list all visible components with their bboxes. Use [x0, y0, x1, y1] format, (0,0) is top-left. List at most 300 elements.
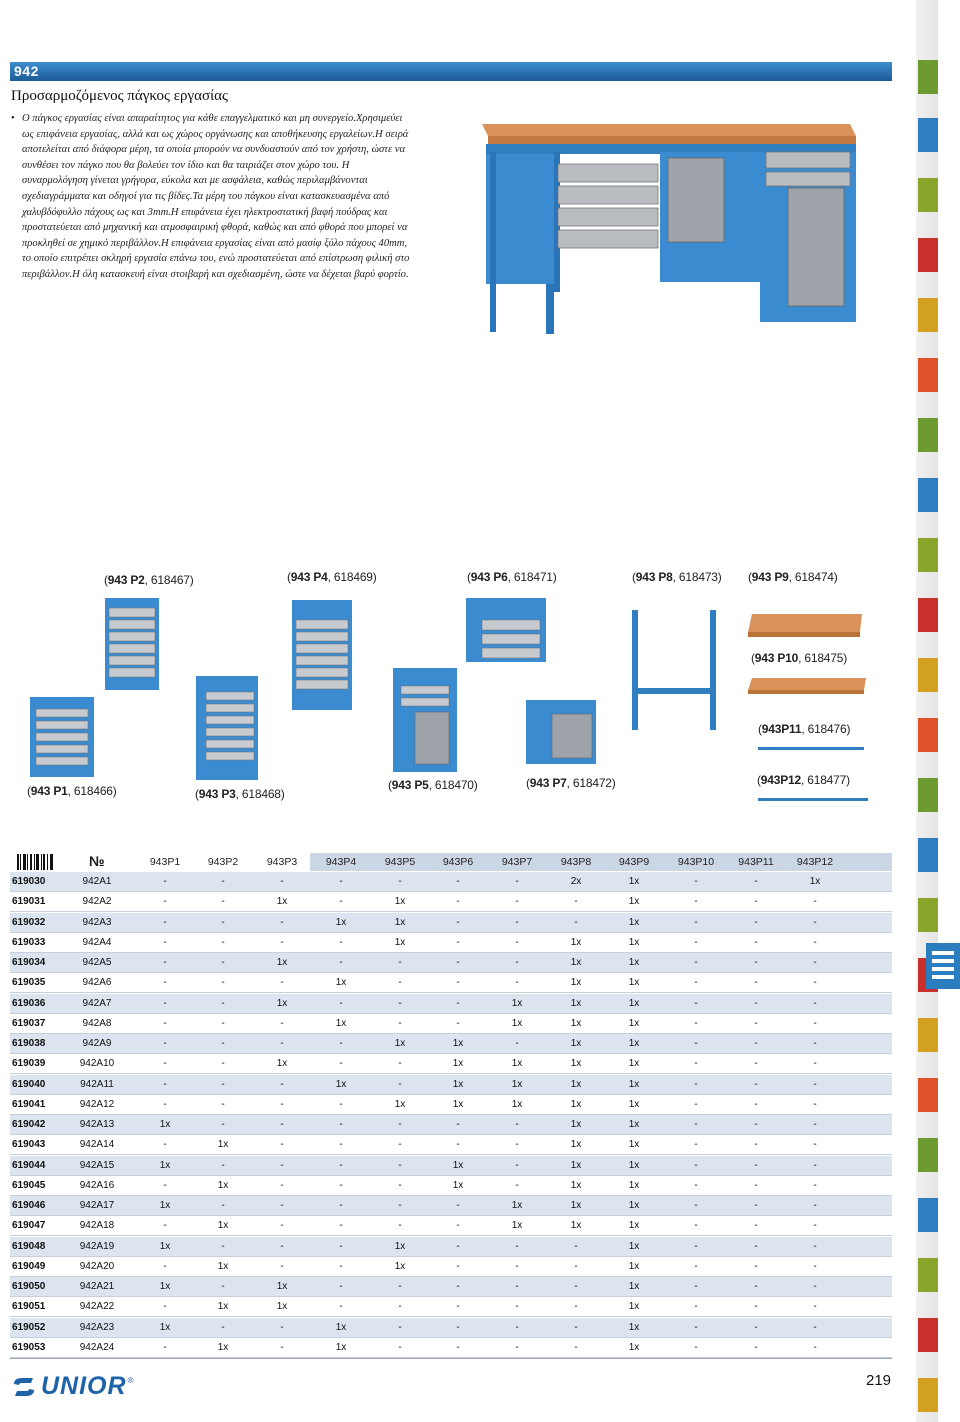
row-cell: -	[754, 1301, 758, 1313]
edge-color-tab[interactable]	[918, 60, 938, 94]
row-cell: -	[339, 1159, 343, 1171]
row-cell: 1x	[217, 1139, 229, 1151]
row-code: 619041	[12, 1098, 46, 1110]
row-cell: 1x	[217, 1341, 229, 1353]
row-cell: 1x	[159, 1281, 171, 1292]
row-cell: -	[813, 1098, 817, 1110]
row-cell: -	[694, 1260, 698, 1272]
row-cell: -	[456, 997, 460, 1009]
row-cell: -	[813, 1341, 817, 1353]
row-cell: -	[280, 1220, 284, 1232]
row-cell: 1x	[628, 1301, 640, 1313]
row-cell: -	[574, 916, 578, 928]
row-cell: 1x	[809, 876, 821, 887]
row-cell: 1x	[628, 1098, 640, 1110]
row-cell: -	[515, 1301, 519, 1313]
row-cell: 1x	[570, 1058, 582, 1070]
edge-color-tab[interactable]	[918, 1378, 938, 1412]
row-cell: 1x	[628, 1017, 640, 1029]
row-cell: 1x	[217, 1220, 229, 1232]
row-cell: -	[398, 977, 402, 989]
edge-color-tab[interactable]	[918, 598, 938, 632]
row-code: 619031	[12, 896, 46, 908]
row-cell: -	[694, 1119, 698, 1130]
row-cell: 1x	[452, 1179, 464, 1191]
edge-color-tab[interactable]	[918, 478, 938, 512]
row-cell: 1x	[511, 1220, 523, 1232]
table-row	[10, 1014, 892, 1034]
product-label: (943 P6, 618471)	[467, 570, 557, 584]
worktop-p10-image	[746, 676, 870, 698]
row-cell: -	[813, 1058, 817, 1070]
table-row	[10, 1176, 892, 1196]
row-cell: 1x	[570, 1078, 582, 1090]
row-cell: 1x	[628, 936, 640, 948]
row-cell: -	[163, 936, 167, 948]
row-cell: -	[280, 977, 284, 989]
row-cell: -	[694, 1341, 698, 1353]
unior-logo-icon	[11, 1376, 37, 1398]
table-row	[10, 1075, 892, 1095]
edge-color-tab[interactable]	[918, 898, 938, 932]
row-cell: -	[813, 997, 817, 1009]
row-cell: -	[163, 1260, 167, 1272]
row-code: 619038	[12, 1038, 46, 1049]
product-label: (943P12, 618477)	[757, 773, 850, 787]
row-cell: -	[398, 1058, 402, 1070]
row-code: 619048	[12, 1240, 46, 1252]
table-row	[10, 892, 892, 912]
row-cell: -	[754, 1078, 758, 1090]
product-label: (943 P7, 618472)	[526, 776, 616, 790]
row-cell: -	[221, 1058, 225, 1070]
row-code: 619050	[12, 1281, 46, 1292]
row-cell: -	[398, 957, 402, 968]
row-cell: 1x	[570, 1179, 582, 1191]
row-cell: 1x	[628, 1078, 640, 1090]
row-cell: -	[339, 1260, 343, 1272]
row-cell: -	[456, 1200, 460, 1211]
number-column-header: №	[89, 853, 105, 869]
product-number: 618472	[572, 776, 612, 790]
row-code: 619051	[12, 1301, 46, 1313]
column-header-943p8: 943P8	[560, 856, 592, 868]
row-code: 619042	[12, 1119, 46, 1130]
row-cell: -	[754, 1058, 758, 1070]
edge-color-tab[interactable]	[918, 658, 938, 692]
edge-color-tab[interactable]	[918, 778, 938, 812]
row-cell: -	[280, 1179, 284, 1191]
edge-color-tab[interactable]	[918, 118, 938, 152]
product-number: 618477	[807, 773, 847, 787]
unior-logo	[11, 1372, 133, 1401]
row-cell: -	[754, 916, 758, 928]
row-cell: -	[515, 1179, 519, 1191]
product-label: (943 P5, 618470)	[388, 778, 478, 792]
row-cell: 1x	[628, 1240, 640, 1252]
edge-color-tab[interactable]	[918, 718, 938, 752]
row-name: 942A24	[79, 1341, 115, 1353]
row-name: 942A23	[79, 1321, 115, 1333]
row-cell: 1x	[628, 1038, 640, 1049]
row-cell: -	[456, 1017, 460, 1029]
row-code: 619039	[12, 1058, 46, 1070]
row-code: 619036	[12, 997, 46, 1009]
row-cell: -	[694, 1139, 698, 1151]
row-cell: -	[163, 1220, 167, 1232]
row-cell: -	[694, 997, 698, 1009]
column-header-943p10: 943P10	[677, 856, 715, 868]
row-cell: -	[280, 1119, 284, 1130]
row-cell: -	[280, 1078, 284, 1090]
product-number: 618476	[807, 722, 847, 736]
row-cell: -	[456, 896, 460, 908]
row-cell: -	[163, 1058, 167, 1070]
row-cell: 1x	[159, 1159, 171, 1171]
row-cell: -	[813, 1281, 817, 1292]
table-row	[10, 994, 892, 1014]
row-cell: -	[339, 1038, 343, 1049]
row-cell: -	[754, 1321, 758, 1333]
row-cell: 1x	[628, 1281, 640, 1292]
row-cell: 1x	[394, 896, 406, 908]
product-code: 943 P6	[470, 570, 508, 584]
row-code: 619037	[12, 1017, 46, 1029]
edge-color-tab[interactable]	[918, 418, 938, 452]
workbench-image	[478, 116, 858, 338]
row-cell: 2x	[570, 876, 582, 887]
row-cell: 1x	[452, 1098, 464, 1110]
row-cell: -	[515, 916, 519, 928]
row-cell: -	[280, 1260, 284, 1272]
row-cell: -	[339, 936, 343, 948]
column-header-943p5: 943P5	[384, 856, 416, 868]
row-cell: -	[754, 1038, 758, 1049]
row-cell: -	[398, 1078, 402, 1090]
row-cell: -	[694, 936, 698, 948]
row-cell: 1x	[570, 1119, 582, 1130]
row-cell: -	[754, 977, 758, 989]
row-cell: -	[398, 997, 402, 1009]
row-cell: 1x	[570, 1017, 582, 1029]
edge-color-tab[interactable]	[918, 1078, 938, 1112]
product-label: (943 P3, 618468)	[195, 787, 285, 801]
row-cell: 1x	[570, 936, 582, 948]
row-cell: 1x	[217, 1260, 229, 1272]
table-row	[10, 1196, 892, 1216]
row-cell: -	[280, 876, 284, 887]
row-cell: 1x	[276, 997, 288, 1009]
row-code: 619047	[12, 1220, 46, 1232]
product-code: 943 P9	[751, 570, 789, 584]
row-cell: -	[574, 1321, 578, 1333]
row-cell: 1x	[511, 1058, 523, 1070]
row-cell: -	[456, 916, 460, 928]
row-cell: -	[813, 1139, 817, 1151]
row-name: 942A18	[79, 1220, 115, 1232]
product-label: (943 P4, 618469)	[287, 570, 377, 584]
row-cell: -	[574, 896, 578, 908]
product-label: (943 P9, 618474)	[748, 570, 838, 584]
product-code: 943 P2	[107, 573, 145, 587]
row-cell: -	[280, 1159, 284, 1171]
row-cell: -	[515, 977, 519, 989]
row-cell: 1x	[628, 1200, 640, 1211]
row-cell: -	[754, 1341, 758, 1353]
product-label: (943 P8, 618473)	[632, 570, 722, 584]
row-cell: -	[694, 1159, 698, 1171]
row-cell: -	[813, 916, 817, 928]
row-cell: -	[754, 936, 758, 948]
row-name: 942A16	[79, 1179, 115, 1191]
row-cell: -	[574, 1341, 578, 1353]
row-cell: -	[694, 896, 698, 908]
cabinet-p6-image	[466, 598, 546, 662]
row-cell: -	[339, 1281, 343, 1292]
edge-color-tab[interactable]	[918, 1138, 938, 1172]
row-cell: 1x	[570, 1139, 582, 1151]
row-cell: -	[694, 977, 698, 989]
row-cell: -	[515, 1281, 519, 1292]
row-cell: -	[339, 1301, 343, 1313]
row-code: 619049	[12, 1260, 46, 1272]
row-name: 942A15	[79, 1159, 115, 1171]
edge-color-tab[interactable]	[918, 1198, 938, 1232]
row-cell: -	[813, 1301, 817, 1313]
edge-color-tab[interactable]	[918, 358, 938, 392]
row-cell: -	[456, 1321, 460, 1333]
row-cell: -	[456, 1240, 460, 1252]
row-cell: 1x	[570, 957, 582, 968]
row-cell: -	[515, 1139, 519, 1151]
row-cell: -	[280, 1098, 284, 1110]
row-cell: 1x	[335, 977, 347, 989]
row-code: 619030	[12, 876, 46, 887]
column-header-943p3: 943P3	[266, 856, 298, 868]
row-cell: 1x	[394, 1260, 406, 1272]
row-code: 619033	[12, 936, 46, 948]
row-code: 619053	[12, 1341, 46, 1353]
row-cell: 1x	[335, 1078, 347, 1090]
row-cell: -	[754, 1017, 758, 1029]
row-cell: -	[813, 1078, 817, 1090]
row-cell: -	[398, 1139, 402, 1151]
row-code: 619034	[12, 957, 46, 968]
row-cell: -	[754, 896, 758, 908]
edge-color-tab[interactable]	[918, 1018, 938, 1052]
row-cell: -	[754, 1260, 758, 1272]
row-cell: -	[339, 1240, 343, 1252]
row-cell: -	[456, 1341, 460, 1353]
row-cell: 1x	[570, 1159, 582, 1171]
row-cell: 1x	[394, 936, 406, 948]
row-cell: 1x	[335, 1017, 347, 1029]
row-cell: 1x	[511, 997, 523, 1009]
row-cell: -	[813, 957, 817, 968]
row-cell: -	[754, 1159, 758, 1171]
product-number: 618475	[804, 651, 844, 665]
table-row	[10, 1297, 892, 1317]
row-cell: -	[339, 1119, 343, 1130]
row-cell: -	[339, 997, 343, 1009]
row-cell: -	[574, 1240, 578, 1252]
table-row	[10, 1115, 892, 1135]
row-cell: -	[221, 997, 225, 1009]
row-cell: -	[813, 1159, 817, 1171]
row-cell: -	[221, 1200, 225, 1211]
row-cell: -	[221, 977, 225, 989]
row-cell: 1x	[394, 916, 406, 928]
table-row	[10, 872, 892, 892]
row-cell: 1x	[335, 1341, 347, 1353]
table-row	[10, 1135, 892, 1155]
edge-color-tab[interactable]	[918, 1318, 938, 1352]
cabinet-p4-image	[292, 600, 352, 710]
row-cell: -	[280, 916, 284, 928]
row-cell: -	[280, 1341, 284, 1353]
row-cell: -	[694, 1078, 698, 1090]
row-cell: -	[398, 1119, 402, 1130]
edge-color-tab[interactable]	[918, 538, 938, 572]
row-cell: -	[456, 977, 460, 989]
row-cell: -	[515, 1159, 519, 1171]
edge-color-tab[interactable]	[918, 298, 938, 332]
row-cell: 1x	[628, 1139, 640, 1151]
row-cell: -	[456, 1220, 460, 1232]
row-cell: 1x	[628, 916, 640, 928]
row-cell: -	[813, 1179, 817, 1191]
barcode-icon	[17, 854, 55, 870]
worktop-p9-image	[746, 612, 866, 640]
row-cell: -	[398, 1281, 402, 1292]
row-cell: 1x	[628, 1321, 640, 1333]
row-cell: 1x	[159, 1119, 171, 1130]
row-cell: -	[163, 1139, 167, 1151]
row-cell: -	[515, 1119, 519, 1130]
row-cell: -	[754, 1200, 758, 1211]
row-cell: -	[694, 1038, 698, 1049]
table-row	[10, 1318, 892, 1338]
row-cell: -	[221, 876, 225, 887]
row-cell: -	[813, 936, 817, 948]
table-row	[10, 913, 892, 933]
row-cell: -	[515, 896, 519, 908]
row-cell: -	[221, 1159, 225, 1171]
table-row	[10, 953, 892, 973]
table-row	[10, 1034, 892, 1054]
product-number: 618471	[513, 570, 553, 584]
edge-color-tab[interactable]	[918, 1258, 938, 1292]
edge-color-tab[interactable]	[918, 178, 938, 212]
page-title: Προσαρμοζόμενος πάγκος εργασίας	[11, 88, 228, 104]
row-cell: -	[163, 896, 167, 908]
row-cell: -	[163, 1078, 167, 1090]
row-code: 619032	[12, 916, 46, 928]
row-cell: -	[694, 1200, 698, 1211]
row-cell: -	[398, 1159, 402, 1171]
row-cell: -	[456, 936, 460, 948]
bullet-icon: •	[11, 113, 15, 124]
row-cell: 1x	[159, 1321, 171, 1333]
row-cell: 1x	[452, 1159, 464, 1171]
row-cell: -	[339, 876, 343, 887]
row-cell: 1x	[276, 1058, 288, 1070]
row-code: 619045	[12, 1179, 46, 1191]
row-cell: 1x	[628, 1119, 640, 1130]
row-cell: -	[813, 1220, 817, 1232]
row-cell: -	[221, 936, 225, 948]
row-cell: 1x	[394, 1038, 406, 1049]
edge-color-tab[interactable]	[918, 838, 938, 872]
row-name: 942A22	[79, 1301, 115, 1313]
row-cell: -	[813, 1038, 817, 1049]
product-code: 943 P4	[290, 570, 328, 584]
row-cell: 1x	[628, 1159, 640, 1171]
row-cell: -	[398, 1321, 402, 1333]
row-cell: -	[456, 1260, 460, 1272]
row-cell: -	[754, 1240, 758, 1252]
description-text: Ο πάγκος εργασίας είναι απαραίτητος για κάθε επαγγελματικό και μη συνεργείο.Χρησιμεύει ως επιφάνεια εργασίας, αλλά και ως χώρος οργάνωσης και αποθήκευσης εργαλείων.Η σειρά αποτελείται από διάφορα μέρη, τα οποία μπορούν να συνδυαστούν από τον χρήστη, ώστε να συνθέσει τον πάγκο που θα βολεύει τον ίδιο και θα ταιριάζει στον χώρο του. Η συναρμολόγηση γίνεται γρήγορα, εύκολα και με ασφάλεια, καθώς περιλαμβάνονται σχεδιαγράμματα και οδηγοί για τις βίδες.Τα μέρη του πάγκου είναι κατασκευασμένα από χαλυβδόφυλλο πάχους ως και 3mm.Η επιφάνεια έχει ηλεκτροστατική βαφή πούδρας και προστατεύεται από μηχανική και ατμοσφαιρική φθορά, καθώς και από φθορά που μπορεί να προκληθεί σε χημικό περιβάλλον.Η επιφάνεια εργασίας είναι από μασίφ ξύλο πάχους 40mm, το οποίο επιτρέπει σκληρή εργασία επάνω του, ενώ προστατεύεται από επίστρωση φιλική στο περιβάλλον.Η όλη κατασκευή είναι στοιβαρή και σχεδιασμένη, ώστε να δέχεται βαρύ φορτίο.	[22, 113, 410, 280]
row-cell: -	[515, 1038, 519, 1049]
row-cell: -	[398, 1220, 402, 1232]
row-cell: 1x	[628, 1058, 640, 1070]
product-code: 943P11	[761, 722, 802, 736]
row-cell: -	[339, 1058, 343, 1070]
row-cell: 1x	[276, 957, 288, 968]
row-cell: 1x	[511, 1078, 523, 1090]
row-cell: 1x	[511, 1017, 523, 1029]
row-cell: -	[754, 1119, 758, 1130]
row-name: 942A14	[79, 1139, 115, 1151]
row-cell: -	[339, 1098, 343, 1110]
row-cell: 1x	[628, 1341, 640, 1353]
table-row	[10, 1156, 892, 1176]
brand-name: UNIOR	[41, 1372, 127, 1400]
table-header	[10, 853, 892, 871]
product-number: 618469	[333, 570, 373, 584]
table-row	[10, 1277, 892, 1297]
row-cell: 1x	[511, 1098, 523, 1110]
row-cell: -	[456, 1301, 460, 1313]
row-cell: -	[163, 1301, 167, 1313]
cabinet-p3-image	[196, 676, 258, 780]
row-cell: -	[813, 1240, 817, 1252]
row-cell: -	[163, 916, 167, 928]
table-row	[10, 1216, 892, 1236]
product-label: (943 P2, 618467)	[104, 573, 194, 587]
product-code: 943 P8	[635, 570, 673, 584]
row-cell: -	[754, 1098, 758, 1110]
edge-color-tab[interactable]	[918, 238, 938, 272]
row-name: 942A7	[82, 997, 112, 1009]
row-cell: -	[221, 1321, 225, 1333]
index-icon[interactable]	[926, 943, 960, 989]
row-cell: -	[163, 997, 167, 1009]
row-cell: -	[221, 1078, 225, 1090]
product-number: 618470	[434, 778, 474, 792]
table-bottom-rule	[10, 1358, 892, 1359]
table-row	[10, 973, 892, 993]
row-cell: -	[515, 1341, 519, 1353]
row-cell: -	[163, 977, 167, 989]
row-cell: -	[694, 957, 698, 968]
row-cell: -	[754, 1139, 758, 1151]
row-cell: -	[574, 1301, 578, 1313]
column-header-943p12: 943P12	[796, 856, 834, 868]
row-cell: 1x	[628, 977, 640, 989]
section-header-band	[10, 62, 892, 81]
row-cell: -	[754, 1179, 758, 1191]
